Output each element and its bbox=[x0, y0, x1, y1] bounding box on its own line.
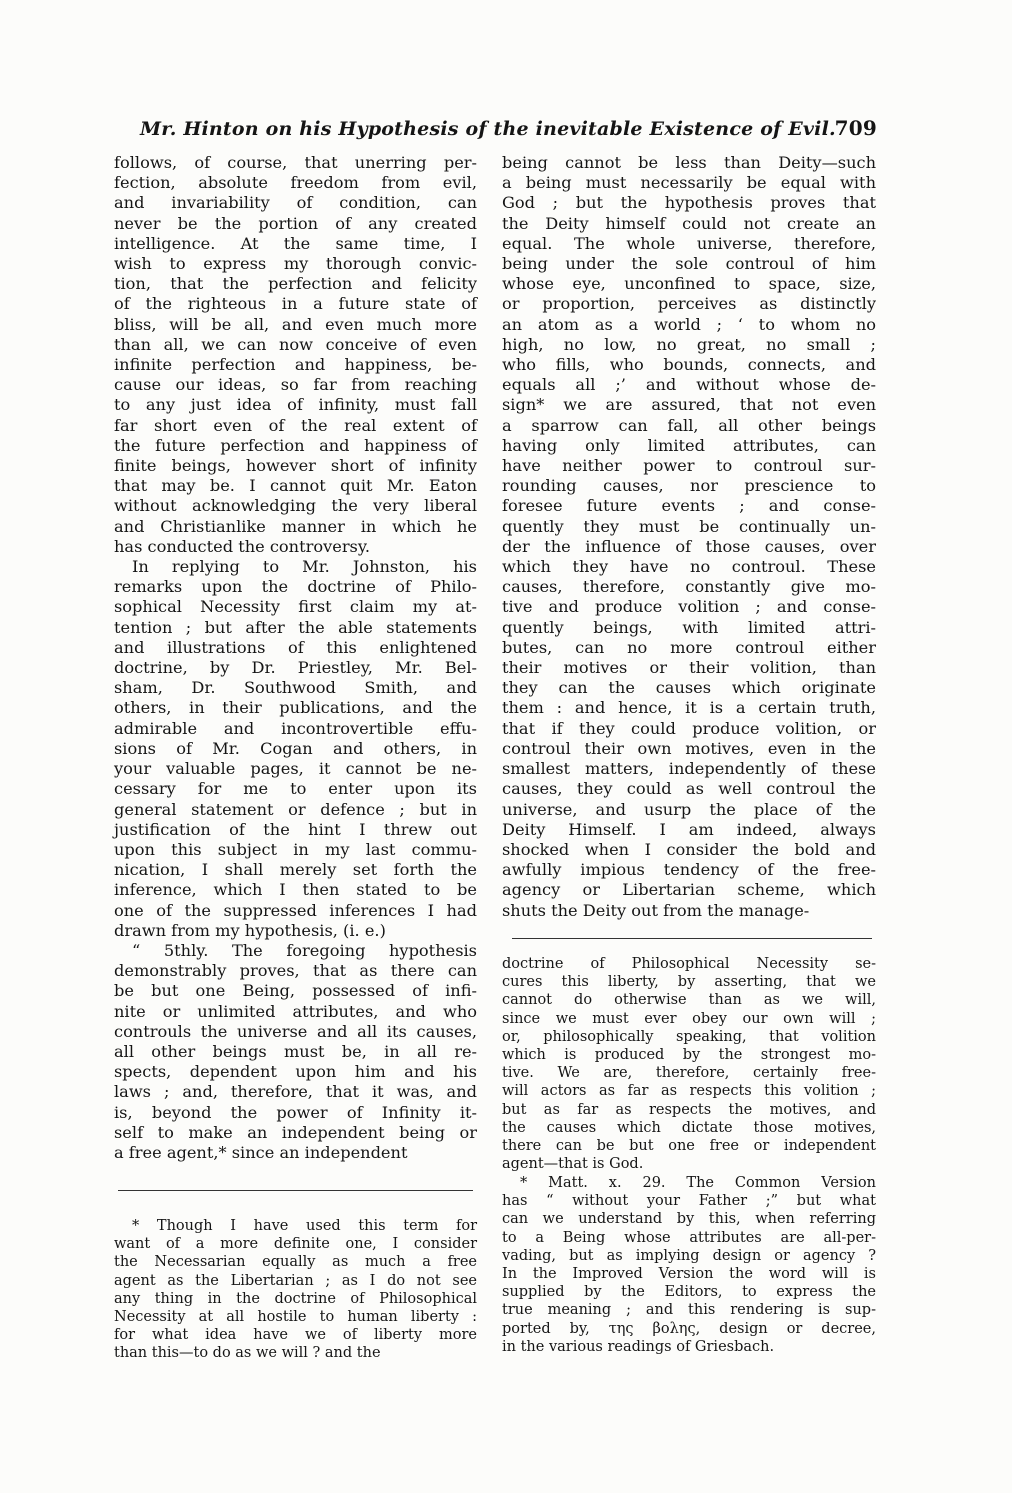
text-line: a free agent,* since an independent bbox=[114, 1142, 408, 1162]
text-line: supplied by the Editors, to express the bbox=[502, 1284, 876, 1301]
text-line: In replying to Mr. Johnston, his bbox=[132, 557, 477, 577]
text-line: cannot do otherwise than as we will, bbox=[502, 992, 876, 1009]
text-line: or, philosophically speaking, that volition bbox=[502, 1028, 876, 1045]
text-line: fection, absolute freedom from evil, bbox=[114, 173, 477, 193]
text-line: can we understand by this, when referring bbox=[502, 1211, 876, 1228]
text-line: quently they must be continually un- bbox=[502, 516, 876, 536]
text-line: that may be. I cannot quit Mr. Eaton bbox=[114, 476, 477, 496]
text-line: to a Being whose attributes are all-per- bbox=[502, 1229, 876, 1246]
text-line: that if they could produce volition, or bbox=[502, 718, 876, 738]
text-line: universe, and usurp the place of the bbox=[502, 799, 876, 819]
text-line: “ 5thly. The foregoing hypothesis bbox=[132, 940, 477, 960]
text-line: being under the sole controul of him bbox=[502, 254, 876, 274]
text-line: will actors as far as respects this volition ; bbox=[502, 1083, 876, 1100]
text-line: nite or unlimited attributes, and who bbox=[114, 1001, 477, 1021]
footnote-continuation bbox=[502, 955, 876, 1173]
text-line: sign* we are assured, that not even bbox=[502, 395, 876, 415]
text-line: vading, but as implying design or agency ? bbox=[502, 1247, 876, 1264]
text-line: and Christianlike manner in which he bbox=[114, 516, 477, 536]
text-line: general statement or defence ; but in bbox=[114, 799, 477, 819]
text-line: agent—that is God. bbox=[502, 1156, 644, 1173]
text-line: is, beyond the power of Infinity it- bbox=[114, 1102, 477, 1122]
text-line: cause our ideas, so far from reaching bbox=[114, 375, 477, 395]
page-number: 709 bbox=[834, 116, 877, 140]
text-line: want of a more definite one, I consider bbox=[114, 1236, 477, 1253]
text-line: sham, Dr. Southwood Smith, and bbox=[114, 678, 477, 698]
text-line: shocked when I consider the bold and bbox=[502, 839, 876, 859]
text-line: God ; but the hypothesis proves that bbox=[502, 193, 876, 213]
text-line: others, in their publications, and the bbox=[114, 698, 477, 718]
text-line: ported by, της βολης, design or decree, bbox=[502, 1320, 876, 1337]
text-line: but as far as respects the motives, and bbox=[502, 1101, 876, 1118]
text-line: your valuable pages, it cannot be ne- bbox=[114, 759, 477, 779]
text-line: causes, therefore, constantly give mo- bbox=[502, 577, 876, 597]
text-line: inference, which I then stated to be bbox=[114, 880, 477, 900]
text-line: causes, they could as well controul the bbox=[502, 779, 876, 799]
text-line: an atom as a world ; ‘ to whom no bbox=[502, 314, 876, 334]
text-line: than this—to do as we will ? and the bbox=[114, 1345, 381, 1362]
text-line: der the influence of those causes, over bbox=[502, 536, 876, 556]
left-column bbox=[114, 153, 477, 1163]
text-line: controul their own motives, even in the bbox=[502, 738, 876, 758]
text-line: * Matt. x. 29. The Common Version bbox=[520, 1175, 876, 1191]
text-line: doctrine of Philosophical Necessity se- bbox=[502, 956, 876, 972]
text-line: justification of the hint I threw out bbox=[114, 819, 477, 839]
text-line: without acknowledging the very liberal bbox=[114, 496, 477, 516]
text-line: In the Improved Version the word will is bbox=[502, 1266, 876, 1283]
text-line: Deity Himself. I am indeed, always bbox=[502, 819, 876, 839]
text-line: the future perfection and happiness of bbox=[114, 435, 477, 455]
running-title: Mr. Hinton on his Hypothesis of the inevitable Existence of Evil. bbox=[140, 118, 836, 140]
text-line: one of the suppressed inferences I had bbox=[114, 900, 477, 920]
text-line: a sparrow can fall, all other beings bbox=[502, 415, 876, 435]
text-line: than all, we can now conceive of even bbox=[114, 334, 477, 354]
text-line: to any just idea of infinity, must fall bbox=[114, 395, 477, 415]
text-line: demonstrably proves, that as there can bbox=[114, 961, 477, 981]
text-line: has “ without your Father ;” but what bbox=[502, 1193, 876, 1210]
text-line: wish to express my thorough convic- bbox=[114, 254, 477, 274]
text-line: of the righteous in a future state of bbox=[114, 294, 477, 314]
text-line: tention ; but after the able statements bbox=[114, 617, 477, 637]
text-line: be but one Being, possessed of infi- bbox=[114, 981, 477, 1001]
text-line: intelligence. At the same time, I bbox=[114, 233, 477, 253]
text-line: laws ; and, therefore, that it was, and bbox=[114, 1082, 477, 1102]
text-line: and illustrations of this enlightened bbox=[114, 637, 477, 657]
text-line: quently beings, with limited attri- bbox=[502, 617, 876, 637]
text-line: shuts the Deity out from the manage- bbox=[502, 900, 810, 920]
text-line: butes, can no more controul either bbox=[502, 637, 876, 657]
text-line: agent as the Libertarian ; as I do not see bbox=[114, 1272, 477, 1289]
text-line: never be the portion of any created bbox=[114, 213, 477, 233]
text-line: tive and produce volition ; and conse- bbox=[502, 597, 876, 617]
footnote-rule-left bbox=[118, 1190, 473, 1191]
text-line: sions of Mr. Cogan and others, in bbox=[114, 738, 477, 758]
text-line: self to make an independent being or bbox=[114, 1122, 477, 1142]
text-line: having only limited attributes, can bbox=[502, 435, 876, 455]
right-column bbox=[502, 153, 876, 921]
text-line: far short even of the real extent of bbox=[114, 415, 477, 435]
text-line: equals all ;’ and without whose de- bbox=[502, 375, 876, 395]
text-line: sophical Necessity first claim my at- bbox=[114, 597, 477, 617]
text-line: controuls the universe and all its causes, bbox=[114, 1021, 477, 1041]
text-line: finite beings, however short of infinity bbox=[114, 456, 477, 476]
text-line: bliss, will be all, and even much more bbox=[114, 314, 477, 334]
text-line: a being must necessarily be equal with bbox=[502, 173, 876, 193]
text-line: has conducted the controversy. bbox=[114, 536, 371, 556]
text-line: Necessity at all hostile to human liberty : bbox=[114, 1309, 477, 1326]
text-line: rounding causes, nor prescience to bbox=[502, 476, 876, 496]
text-line: the causes which dictate those motives, bbox=[502, 1119, 876, 1136]
text-line: * Though I have used this term for bbox=[132, 1218, 477, 1234]
text-line: drawn from my hypothesis, (i. e.) bbox=[114, 920, 386, 940]
text-line: they can the causes which originate bbox=[502, 678, 876, 698]
text-line: which is produced by the strongest mo- bbox=[502, 1047, 876, 1064]
text-line: admirable and incontrovertible effu- bbox=[114, 718, 477, 738]
text-line: since we must ever obey our own will ; bbox=[502, 1010, 876, 1027]
text-line: doctrine, by Dr. Priestley, Mr. Bel- bbox=[114, 658, 477, 678]
text-line: which they have no controul. These bbox=[502, 557, 876, 577]
footnote-rule-right bbox=[512, 938, 872, 939]
text-line: whose eye, unconfined to space, size, bbox=[502, 274, 876, 294]
text-line: have neither power to controul sur- bbox=[502, 456, 876, 476]
text-line: cures this liberty, by asserting, that we bbox=[502, 974, 876, 991]
text-line: for what idea have we of liberty more bbox=[114, 1327, 477, 1344]
text-line: cessary for me to enter upon its bbox=[114, 779, 477, 799]
running-header bbox=[140, 118, 875, 140]
text-line: being cannot be less than Deity—such bbox=[502, 153, 876, 172]
text-line: nication, I shall merely set forth the bbox=[114, 860, 477, 880]
text-line: all other beings must be, in all re- bbox=[114, 1041, 477, 1061]
text-line: spects, dependent upon him and his bbox=[114, 1062, 477, 1082]
text-line: smallest matters, independently of these bbox=[502, 759, 876, 779]
text-line: infinite perfection and happiness, be- bbox=[114, 355, 477, 375]
text-line: the Deity himself could not create an bbox=[502, 213, 876, 233]
text-line: remarks upon the doctrine of Philo- bbox=[114, 577, 477, 597]
text-line: tive. We are, therefore, certainly free- bbox=[502, 1065, 876, 1082]
text-line: or proportion, perceives as distinctly bbox=[502, 294, 876, 314]
text-line: the Necessarian equally as much a free bbox=[114, 1254, 477, 1271]
text-line: follows, of course, that unerring per- bbox=[114, 153, 477, 172]
text-line: and invariability of condition, can bbox=[114, 193, 477, 213]
text-line: equal. The whole universe, therefore, bbox=[502, 233, 876, 253]
text-line: high, no low, no great, no small ; bbox=[502, 334, 876, 354]
footnote-matthew bbox=[502, 1174, 876, 1356]
text-line: awfully impious tendency of the free- bbox=[502, 860, 876, 880]
text-line: upon this subject in my last commu- bbox=[114, 839, 477, 859]
text-line: their motives or their volition, than bbox=[502, 658, 876, 678]
footnote-free-agent bbox=[114, 1217, 477, 1363]
text-line: there can be but one free or independent bbox=[502, 1138, 876, 1155]
text-line: foresee future events ; and conse- bbox=[502, 496, 876, 516]
text-line: tion, that the perfection and felicity bbox=[114, 274, 477, 294]
text-line: agency or Libertarian scheme, which bbox=[502, 880, 876, 900]
text-line: them : and hence, it is a certain truth, bbox=[502, 698, 876, 718]
text-line: true meaning ; and this rendering is sup- bbox=[502, 1302, 876, 1319]
text-line: any thing in the doctrine of Philosophical bbox=[114, 1290, 477, 1307]
text-line: who fills, who bounds, connects, and bbox=[502, 355, 876, 375]
text-line: in the various readings of Griesbach. bbox=[502, 1338, 775, 1355]
